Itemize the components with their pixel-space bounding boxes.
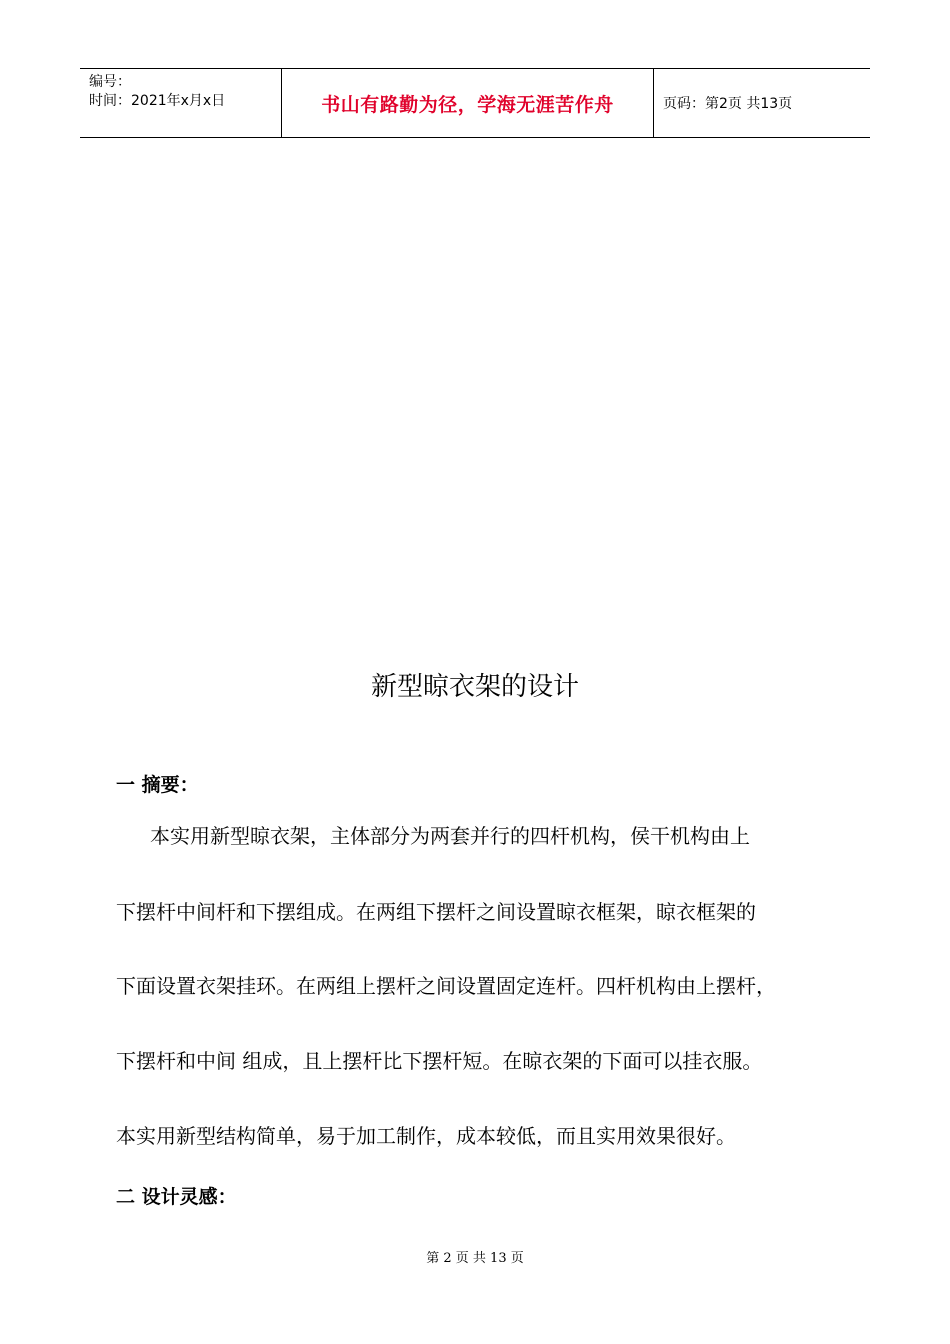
abstract-line-2: 下摆杆中间杆和下摆组成。在两组下摆杆之间设置晾衣框架，晾衣框架的 <box>116 900 756 924</box>
header-page-info: 页码：第2页 共13页 <box>663 96 793 112</box>
abstract-line-4: 下摆杆和中间 组成，且上摆杆比下摆杆短。在晾衣架的下面可以挂衣服。 <box>116 1049 763 1073</box>
header-meta-cell <box>80 69 282 137</box>
document-number-label: 编号： <box>89 74 131 90</box>
document-time-label: 时间：2021年x月x日 <box>89 93 226 109</box>
header-motto-cell <box>282 69 654 137</box>
section-heading-inspiration: 二 设计灵感： <box>116 1186 237 1208</box>
abstract-line-3: 下面设置衣架挂环。在两组上摆杆之间设置固定连杆。四杆机构由上摆杆， <box>116 974 776 998</box>
page-footer: 第 2 页 共 13 页 <box>426 1251 524 1266</box>
section-heading-abstract: 一 摘要： <box>116 774 199 796</box>
header-motto: 书山有路勤为径，学海无涯苦作舟 <box>321 93 614 116</box>
header-table <box>80 68 870 138</box>
abstract-line-5: 本实用新型结构简单，易于加工制作，成本较低，而且实用效果很好。 <box>116 1124 736 1148</box>
document-title: 新型晾衣架的设计 <box>370 672 579 702</box>
abstract-line-1: 本实用新型晾衣架，主体部分为两套并行的四杆机构，侯干机构由上 <box>150 824 750 848</box>
header-page-cell <box>654 69 870 137</box>
